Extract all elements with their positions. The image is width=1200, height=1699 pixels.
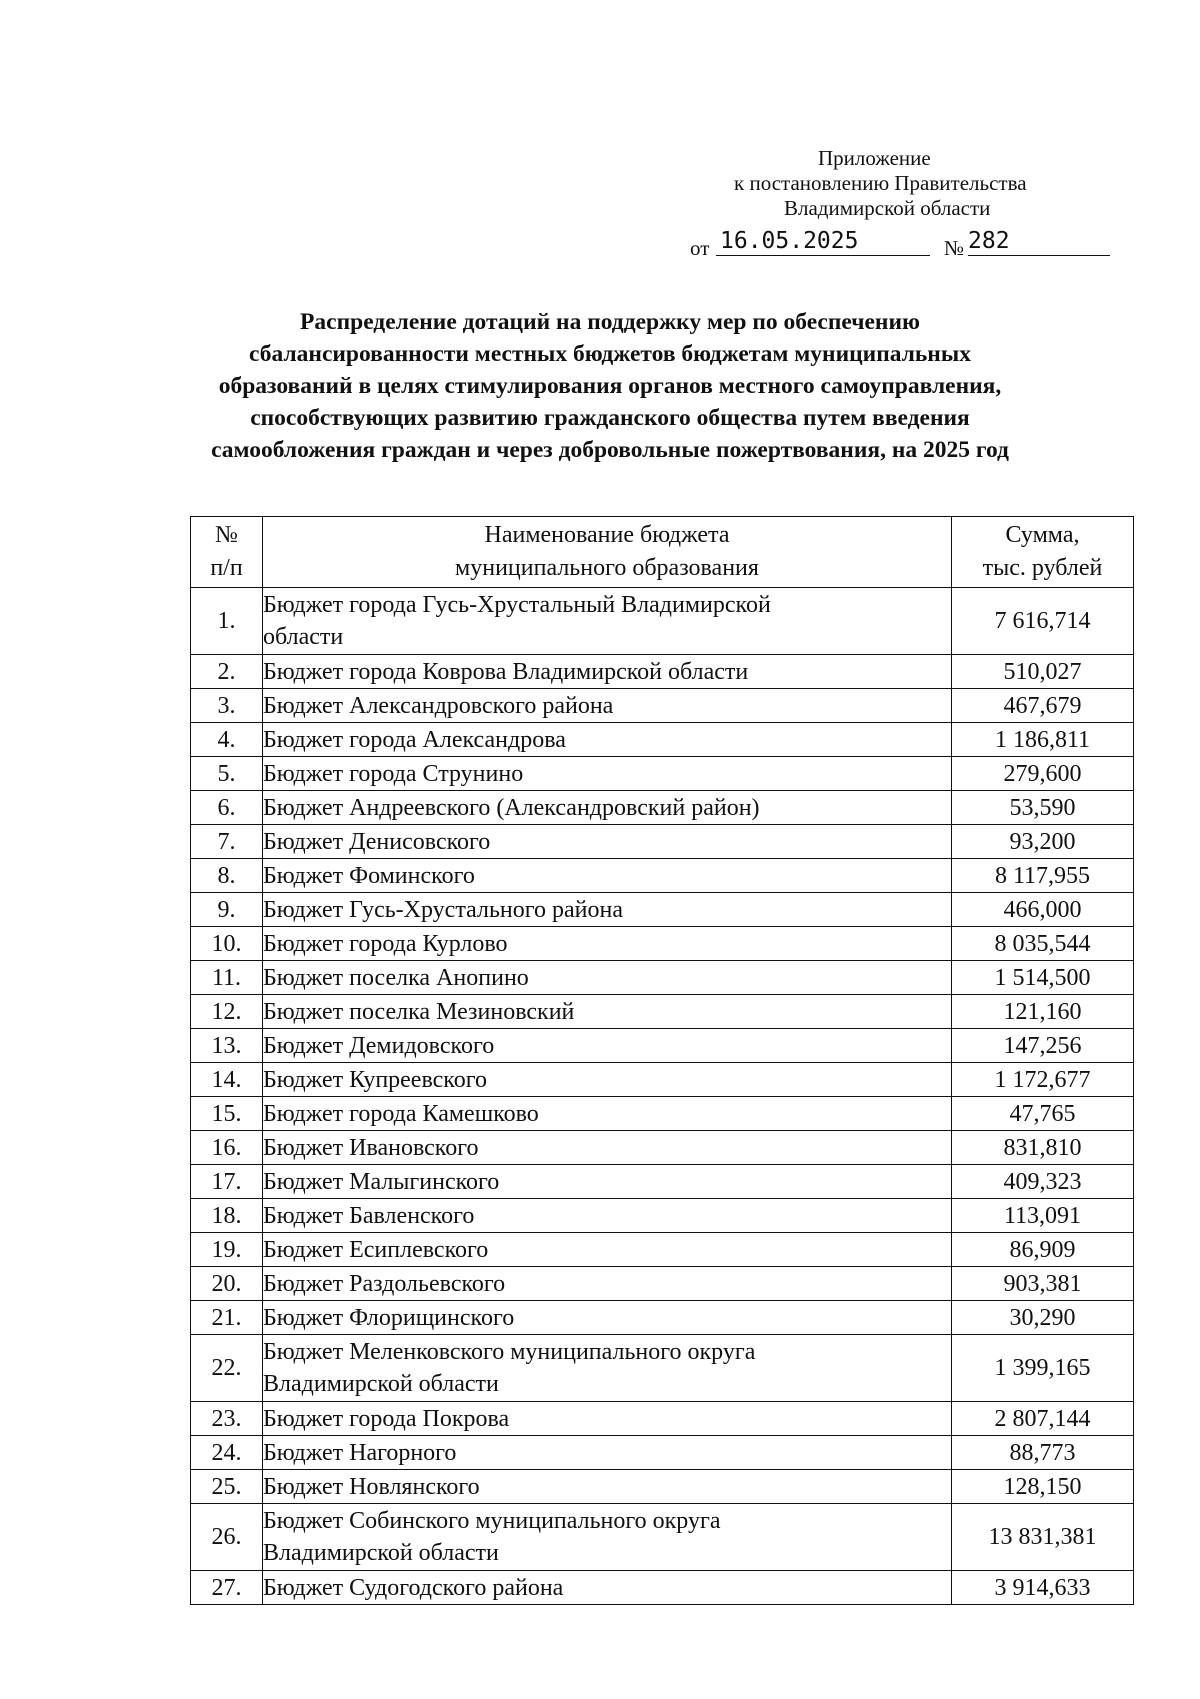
row-number: 10. [191,927,263,961]
table-body [191,588,1134,1605]
budget-name-line1: Бюджет Нагорного [263,1439,457,1466]
table-row [191,1504,1134,1571]
row-sum: 8 035,544 [952,927,1134,961]
budget-name-line2: Владимирской области [263,1371,499,1397]
row-sum: 30,290 [952,1301,1134,1335]
budget-name-line1: Бюджет Купреевского [263,1066,487,1093]
row-sum: 53,590 [952,791,1134,825]
row-sum: 903,381 [952,1267,1134,1301]
row-number: 8. [191,859,263,893]
row-budget-name [263,961,952,995]
table-row [191,893,1134,927]
header-num-line1: № [215,522,238,548]
row-budget-name [263,791,952,825]
row-sum: 93,200 [952,825,1134,859]
header-sum-line1: Сумма, [1005,522,1080,548]
row-sum: 409,323 [952,1165,1134,1199]
row-number: 22. [191,1335,263,1402]
appendix-label: Приложение [818,146,931,170]
row-sum: 467,679 [952,689,1134,723]
row-number: 4. [191,723,263,757]
title-line: самообложения граждан и через добровольные пожертвования, на 2025 год [211,437,1009,463]
row-number: 26. [191,1504,263,1571]
table-row [191,588,1134,655]
budget-name-line1: Бюджет Флорищинского [263,1304,515,1331]
budget-name-line1: Бюджет поселка Анопино [263,964,529,991]
row-number: 16. [191,1131,263,1165]
date-label: от [690,236,710,260]
budget-name-line1: Бюджет города Покрова [263,1405,510,1432]
budget-name-line1: Бюджет Малыгинского [263,1168,500,1195]
row-sum: 13 831,381 [952,1504,1134,1571]
decree-date: 16.05.2025 [716,228,930,256]
budget-name-line1: Бюджет Судогодского района [263,1574,564,1601]
budget-name-line1: Бюджет города Александрова [263,726,566,753]
row-number: 9. [191,893,263,927]
row-budget-name [263,757,952,791]
budget-name-line1: Бюджет города Камешково [263,1100,539,1127]
row-number: 13. [191,1029,263,1063]
row-sum: 510,027 [952,655,1134,689]
budget-name-line1: Бюджет Бавленского [263,1202,475,1229]
table-header-row [191,517,1134,588]
table-row [191,1436,1134,1470]
header-num-line2: п/п [210,555,243,581]
budget-table [190,516,1134,1605]
budget-name-line1: Бюджет Новлянского [263,1473,480,1500]
row-sum: 113,091 [952,1199,1134,1233]
row-number: 25. [191,1470,263,1504]
row-sum: 121,160 [952,995,1134,1029]
row-number: 3. [191,689,263,723]
header-name-line1: Наименование бюджета [484,522,730,548]
row-budget-name [263,859,952,893]
budget-name-line1: Бюджет Александровского района [263,692,614,719]
row-budget-name [263,1029,952,1063]
row-budget-name [263,1097,952,1131]
table-row [191,791,1134,825]
row-number: 23. [191,1402,263,1436]
row-budget-name [263,723,952,757]
appendix-header [680,146,1100,221]
budget-name-line1: Бюджет Андреевского (Александровский район) [263,794,760,821]
row-budget-name [263,1436,952,1470]
row-budget-name [263,893,952,927]
row-sum: 128,150 [952,1470,1134,1504]
table-row [191,1165,1134,1199]
row-number: 21. [191,1301,263,1335]
table-row [191,1335,1134,1402]
row-budget-name [263,1165,952,1199]
header-sum [952,517,1134,588]
table-row [191,1029,1134,1063]
budget-name-line1: Бюджет Демидовского [263,1032,495,1059]
row-sum: 147,256 [952,1029,1134,1063]
budget-name-line1: Бюджет Собинского муниципального округа [263,1508,721,1534]
budget-name-line1: Бюджет Гусь-Хрустального района [263,896,623,923]
row-budget-name [263,1199,952,1233]
row-number: 15. [191,1097,263,1131]
title-line: сбалансированности местных бюджетов бюджетам муниципальных [249,341,971,367]
row-number: 17. [191,1165,263,1199]
table-row [191,1571,1134,1605]
budget-name-line1: Бюджет поселка Мезиновский [263,998,575,1025]
table-row [191,995,1134,1029]
title-line: образований в целях стимулирования органов местного самоуправления, [218,373,1002,399]
table-row [191,655,1134,689]
budget-name-line1: Бюджет Раздольевского [263,1270,506,1297]
row-sum: 1 186,811 [952,723,1134,757]
table-row [191,1470,1134,1504]
row-budget-name [263,995,952,1029]
budget-name-line1: Бюджет Меленковского муниципального округа [263,1339,756,1365]
table-row [191,1301,1134,1335]
document-title [160,306,1060,466]
budget-name-line1: Бюджет города Коврова Владимирской области [263,658,749,685]
budget-name-line1: Бюджет Фоминского [263,862,475,889]
row-budget-name [263,825,952,859]
row-number: 20. [191,1267,263,1301]
budget-name-line1: Бюджет Денисовского [263,828,491,855]
row-sum: 831,810 [952,1131,1134,1165]
row-number: 19. [191,1233,263,1267]
budget-name-line2: Владимирской области [263,1540,499,1566]
table-row [191,689,1134,723]
table-row [191,1097,1134,1131]
row-number: 7. [191,825,263,859]
row-sum: 466,000 [952,893,1134,927]
header-name [263,517,952,588]
row-number: 2. [191,655,263,689]
row-budget-name [263,689,952,723]
table-row [191,1267,1134,1301]
row-sum: 2 807,144 [952,1402,1134,1436]
row-number: 6. [191,791,263,825]
row-budget-name [263,1335,952,1402]
table-row [191,859,1134,893]
row-number: 5. [191,757,263,791]
table-row [191,723,1134,757]
header-num [191,517,263,588]
decree-number: 282 [968,228,1110,256]
row-budget-name [263,1571,952,1605]
row-budget-name [263,1402,952,1436]
row-number: 27. [191,1571,263,1605]
header-sum-line2: тыс. рублей [982,555,1103,581]
budget-name-line1: Бюджет города Гусь-Хрустальный Владимирской [263,592,771,618]
row-number: 11. [191,961,263,995]
row-budget-name [263,927,952,961]
row-budget-name [263,1063,952,1097]
row-budget-name [263,1131,952,1165]
row-sum: 1 172,677 [952,1063,1134,1097]
region-name: Владимирской области [784,196,991,220]
row-sum: 7 616,714 [952,588,1134,655]
header-name-line2: муниципального образования [455,555,759,581]
row-number: 1. [191,588,263,655]
title-line: Распределение дотаций на поддержку мер по обеспечению [300,309,920,335]
budget-name-line1: Бюджет Есиплевского [263,1236,489,1263]
row-budget-name [263,1267,952,1301]
table-row [191,927,1134,961]
row-sum: 1 399,165 [952,1335,1134,1402]
row-budget-name [263,1470,952,1504]
table-row [191,961,1134,995]
row-budget-name [263,655,952,689]
row-number: 14. [191,1063,263,1097]
budget-name-line1: Бюджет города Струнино [263,760,524,787]
row-number: 18. [191,1199,263,1233]
row-sum: 279,600 [952,757,1134,791]
row-budget-name [263,1301,952,1335]
budget-name-line2: области [263,624,344,650]
row-sum: 88,773 [952,1436,1134,1470]
row-sum: 8 117,955 [952,859,1134,893]
row-number: 24. [191,1436,263,1470]
budget-name-line1: Бюджет Ивановского [263,1134,479,1161]
decree-date-number [690,228,1120,258]
number-label: № [944,236,965,260]
table-row [191,1063,1134,1097]
row-sum: 86,909 [952,1233,1134,1267]
row-number: 12. [191,995,263,1029]
row-budget-name [263,1504,952,1571]
row-budget-name [263,1233,952,1267]
title-line: способствующих развитию гражданского общества путем введения [250,405,970,431]
decree-reference: к постановлению Правительства [734,171,1027,195]
row-budget-name [263,588,952,655]
row-sum: 1 514,500 [952,961,1134,995]
row-sum: 47,765 [952,1097,1134,1131]
table-row [191,1233,1134,1267]
budget-name-line1: Бюджет города Курлово [263,930,508,957]
table-row [191,1402,1134,1436]
table-row [191,1199,1134,1233]
table-row [191,1131,1134,1165]
row-sum: 3 914,633 [952,1571,1134,1605]
table-row [191,825,1134,859]
table-row [191,757,1134,791]
